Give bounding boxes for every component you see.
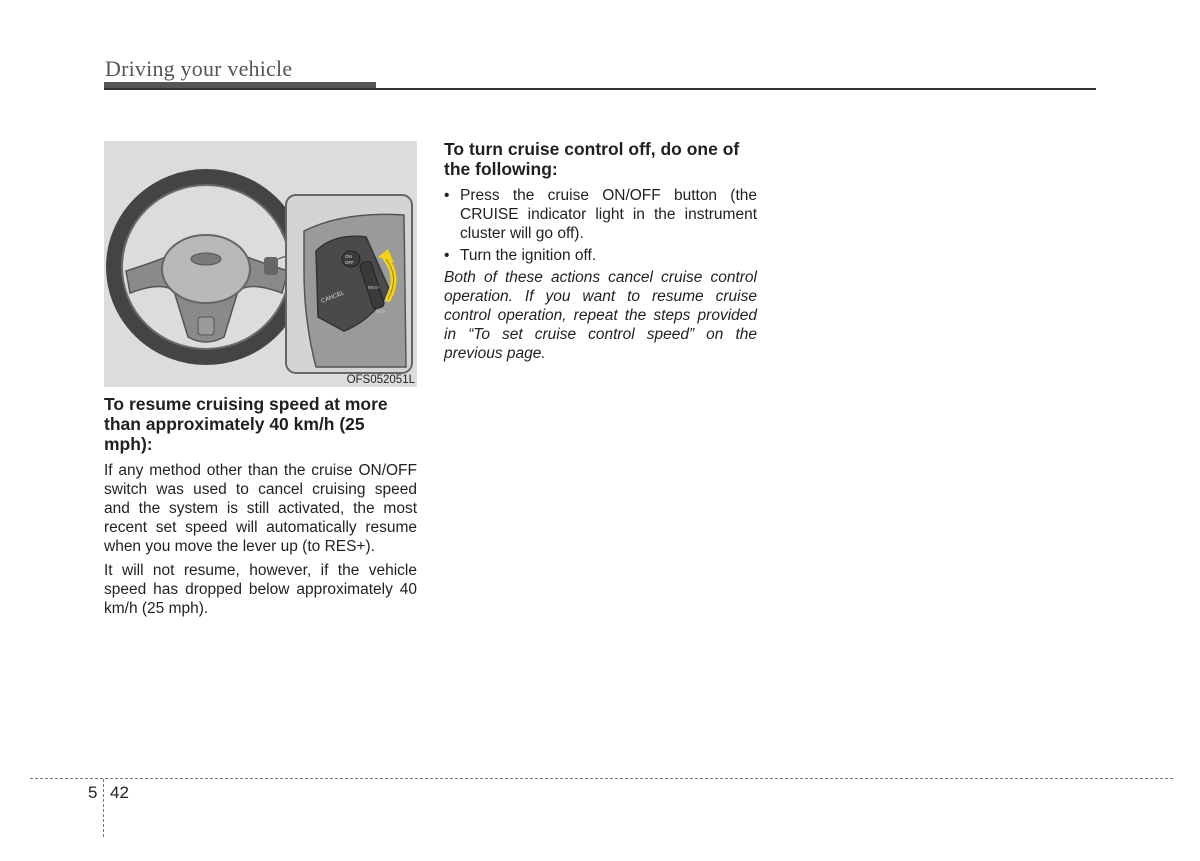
bullet-icon: • bbox=[444, 247, 450, 264]
steering-wheel-illustration bbox=[104, 141, 417, 387]
svg-text:OFF: OFF bbox=[345, 260, 354, 265]
bullet-icon: • bbox=[444, 187, 450, 204]
chapter-number: 5 bbox=[88, 783, 98, 802]
left-column bbox=[104, 394, 417, 623]
page-number: 42 bbox=[110, 783, 129, 802]
cancel-note: Both of these actions cancel cruise control operation. If you want to resume cruise control operation, repeat the steps provided in “To set cruise control speed” on the previous page. bbox=[444, 269, 757, 362]
steering-wheel-figure bbox=[104, 141, 417, 387]
footer-divider bbox=[103, 779, 104, 837]
turn-off-list bbox=[444, 186, 757, 265]
res-label: RES+ bbox=[368, 285, 380, 290]
on-off-label: ON bbox=[345, 254, 352, 259]
list-item: • Turn the ignition off. bbox=[444, 247, 597, 264]
footer-rule bbox=[30, 778, 1173, 779]
right-column bbox=[444, 139, 757, 368]
set-label: SET- bbox=[376, 309, 387, 314]
figure-code: OFS052051L bbox=[346, 374, 415, 386]
resume-paragraph-2: It will not resume, however, if the vehicle speed has dropped below approximately 40 km/h (25 mph). bbox=[104, 562, 417, 617]
cancel-label: CANCEL bbox=[320, 290, 346, 305]
section-title: Driving your vehicle bbox=[105, 56, 293, 81]
resume-paragraph-1: If any method other than the cruise ON/OFF switch was used to cancel cruising speed and the system is still activated, the most recent set speed will automatically resume when you move the lever up (to RES+). bbox=[104, 462, 417, 555]
header-rule-thin bbox=[104, 88, 1096, 90]
resume-heading: To resume cruising speed at more than approximately 40 km/h (25 mph): bbox=[104, 394, 388, 454]
list-item: • Press the cruise ON/OFF button (the CRUISE indicator light in the instrument cluster will go off). bbox=[444, 187, 757, 242]
turn-off-heading: To turn cruise control off, do one of the following: bbox=[444, 139, 740, 179]
